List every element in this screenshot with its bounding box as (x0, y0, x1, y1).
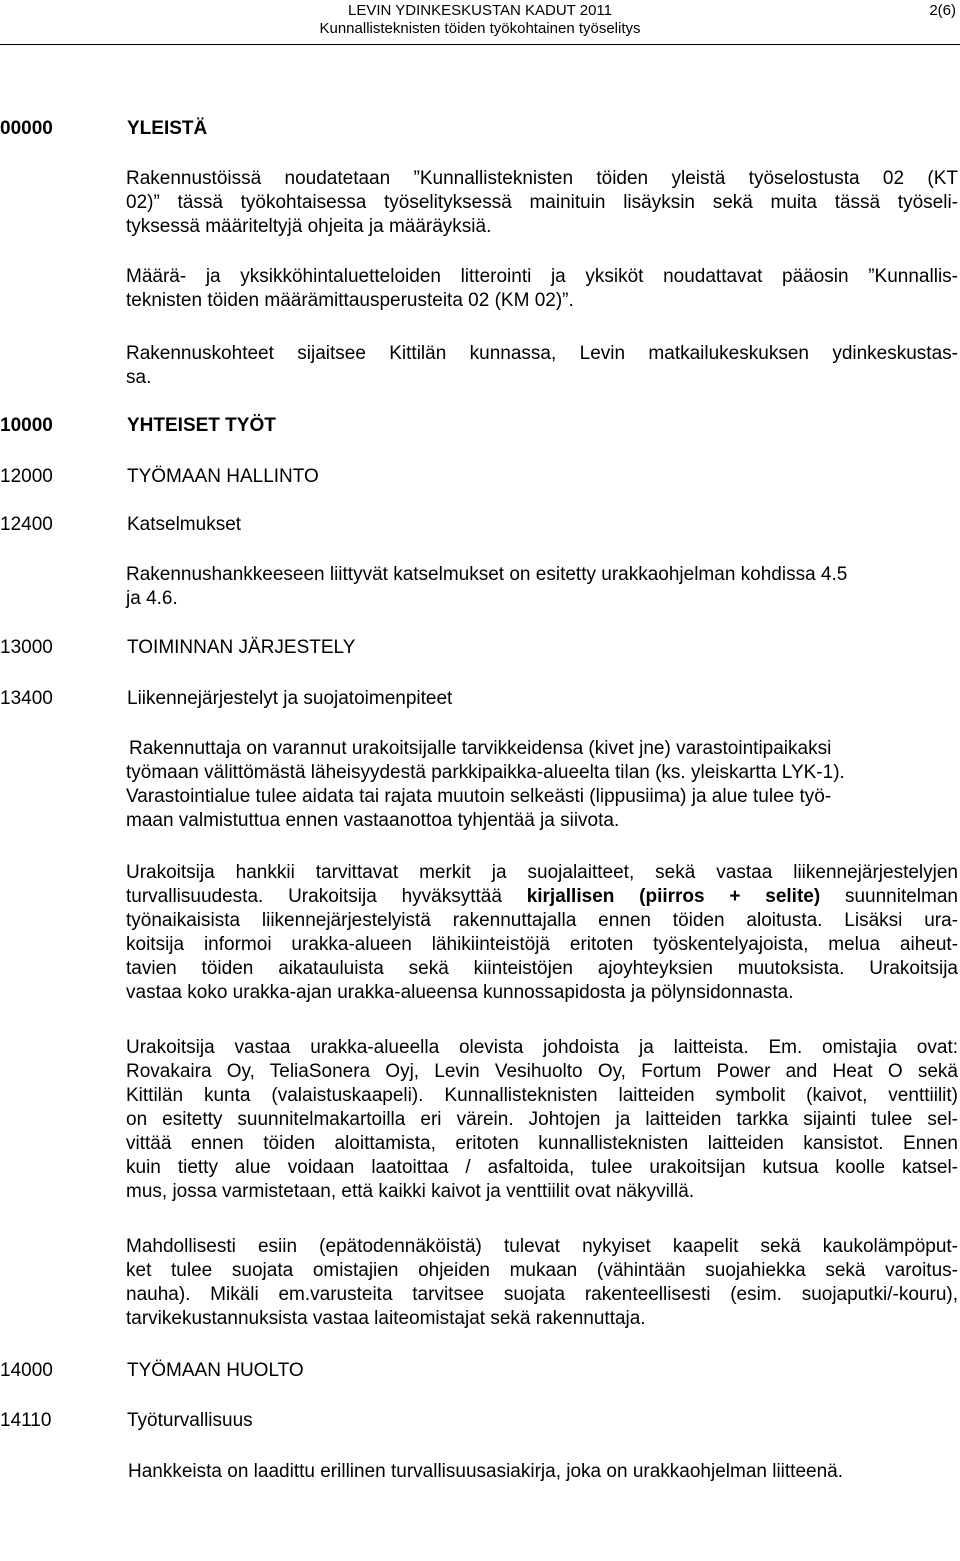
paragraph-site-location (126, 342, 958, 390)
section-title: TYÖMAAN HALLINTO (127, 466, 319, 487)
text-line: Rakennushankkeeseen liittyvät katselmukset on esitetty urakkaohjelman kohdissa 4.5 (126, 564, 848, 585)
section-number: 13000 (0, 637, 53, 658)
paragraph-inspections (126, 563, 958, 611)
section-title: TOIMINNAN JÄRJESTELY (127, 637, 356, 658)
text-line: ja 4.6. (126, 588, 178, 609)
text-line (126, 885, 958, 909)
text-line: vastaa koko urakka-ajan urakka-alueensa kunnossapidosta ja pölynsidonnasta. (126, 982, 794, 1003)
header-divider (0, 44, 960, 45)
paragraph-measurement-rules (126, 265, 958, 313)
text-line: Rovakaira Oy, TeliaSonera Oyj, Levin Vesihuolto Oy, Fortum Power and Heat O sekä (126, 1061, 958, 1082)
text-line: työnaikaisista liikennejärjestelyistä rakennuttajalla ennen töiden aloitusta. Lisäksi ura- (126, 910, 958, 931)
paragraph-general-standards (126, 167, 958, 239)
emphasized-text: kirjallisen (piirros + selite) (526, 886, 821, 907)
text-line: työmaan välittömästä läheisyydestä parkkipaikka-alueelta tilan (ks. yleiskartta LYK-1). (126, 762, 845, 783)
section-number: 14000 (0, 1360, 53, 1381)
paragraph-traffic-arrangements (126, 861, 958, 1005)
text-line: Varastointialue tulee aidata tai rajata muutoin selkeästi (lippusiima) ja alue tulee työ- (126, 786, 832, 807)
text-line: sa. (126, 367, 152, 388)
page-number: 2(6) (929, 2, 956, 19)
paragraph-storage-area (126, 737, 958, 833)
section-number: 10000 (0, 415, 53, 436)
section-title: YLEISTÄ (127, 118, 208, 139)
text-line: Urakoitsija hankkii tarvittavat merkit ja suojalaitteet, sekä vastaa liikennejärjestelyjen (126, 862, 958, 883)
text-line: tarvikekustannuksista vastaa laiteomistajat sekä rakennuttaja. (126, 1308, 646, 1329)
text-line: Hankkeista on laadittu erillinen turvallisuusasiakirja, joka on urakkaohjelman liitteenä. (128, 1461, 843, 1482)
text-line: teknisten töiden määrämittausperusteita 02 (KM 02)”. (126, 290, 574, 311)
section-title: YHTEISET TYÖT (127, 415, 276, 436)
text-fragment: suunnitelman (820, 886, 958, 907)
section-title: TYÖMAAN HUOLTO (127, 1360, 304, 1381)
paragraph-cable-protection (126, 1235, 958, 1331)
section-number: 14110 (0, 1410, 52, 1431)
page-header (0, 0, 960, 42)
section-number: 12000 (0, 466, 53, 487)
text-line: on esitetty suunnitelmakartoilla eri värein. Johtojen ja laitteiden tarkka sijainti tulee sel- (126, 1109, 958, 1130)
text-line: kuin tietty alue voidaan laatoittaa / asfaltoida, tulee urakoitsijan kutsua koolle katsel- (126, 1157, 958, 1178)
text-line: vittää ennen töiden aloittamista, eritoten kunnallisteknisten laitteiden kansistot. Ennen (126, 1133, 958, 1154)
section-title: Katselmukset (127, 514, 242, 535)
text-line: nauha). Mikäli em.varusteita tarvitsee suojata rakenteellisesti (esim. suojaputki/-kouru), (126, 1284, 958, 1305)
document-title: LEVIN YDINKESKUSTAN KADUT 2011 (348, 2, 612, 19)
text-line: Kittilän kunta (valaistuskaapeli). Kunnallisteknisten laitteiden symbolit (kaivot, venttiilit) (126, 1085, 958, 1106)
text-line: ket tulee suojata omistajien ohjeiden mukaan (vähintään suojahiekka sekä varoitus- (126, 1260, 958, 1281)
text-line: Määrä- ja yksikköhintaluetteloiden litterointi ja yksiköt noudattavat pääosin ”Kunnallis- (126, 266, 958, 287)
text-line: koitsija informoi urakka-alueen lähikiinteistöjä eritoten työskentelyajoista, melua aiheut- (126, 934, 958, 955)
section-number: 00000 (0, 118, 53, 139)
section-number: 13400 (0, 688, 53, 709)
paragraph-utilities (126, 1036, 958, 1204)
text-line: Rakennuttaja on varannut urakoitsijalle tarvikkeidensa (kivet jne) varastointipaikaksi (129, 738, 832, 759)
text-line: Rakennuskohteet sijaitsee Kittilän kunnassa, Levin matkailukeskuksen ydinkeskustas- (126, 343, 958, 364)
section-title: Liikennejärjestelyt ja suojatoimenpiteet (127, 688, 453, 709)
text-line: tyksessä määriteltyjä ohjeita ja määräyksiä. (126, 216, 492, 237)
document-subtitle: Kunnallisteknisten töiden työkohtainen työselitys (319, 20, 641, 37)
section-title: Työturvallisuus (127, 1410, 253, 1431)
text-line: Rakennustöissä noudatetaan ”Kunnallisteknisten töiden yleistä työselostusta 02 (KT (126, 168, 958, 189)
paragraph-safety-document (128, 1460, 960, 1484)
text-line: Mahdollisesti esiin (epätodennäköistä) tulevat nykyiset kaapelit sekä kaukolämpöput- (126, 1236, 958, 1257)
section-number: 12400 (0, 514, 53, 535)
text-line: 02)” tässä työkohtaisessa työselityksessä mainituin lisäyksin sekä muita tässä työseli- (126, 192, 958, 213)
text-line: mus, jossa varmistetaan, että kaikki kaivot ja venttiilit ovat näkyvillä. (126, 1181, 695, 1202)
text-fragment: turvallisuudesta. Urakoitsija hyväksyttää (126, 886, 527, 907)
text-line: maan valmistuttua ennen vastaanottoa tyhjentää ja siivota. (126, 810, 620, 831)
text-line: tavien töiden aikatauluista sekä kiinteistöjen ajoyhteyksien muutoksista. Urakoitsija (126, 958, 958, 979)
text-line: Urakoitsija vastaa urakka-alueella olevista johdoista ja laitteista. Em. omistajia ovat: (126, 1037, 958, 1058)
